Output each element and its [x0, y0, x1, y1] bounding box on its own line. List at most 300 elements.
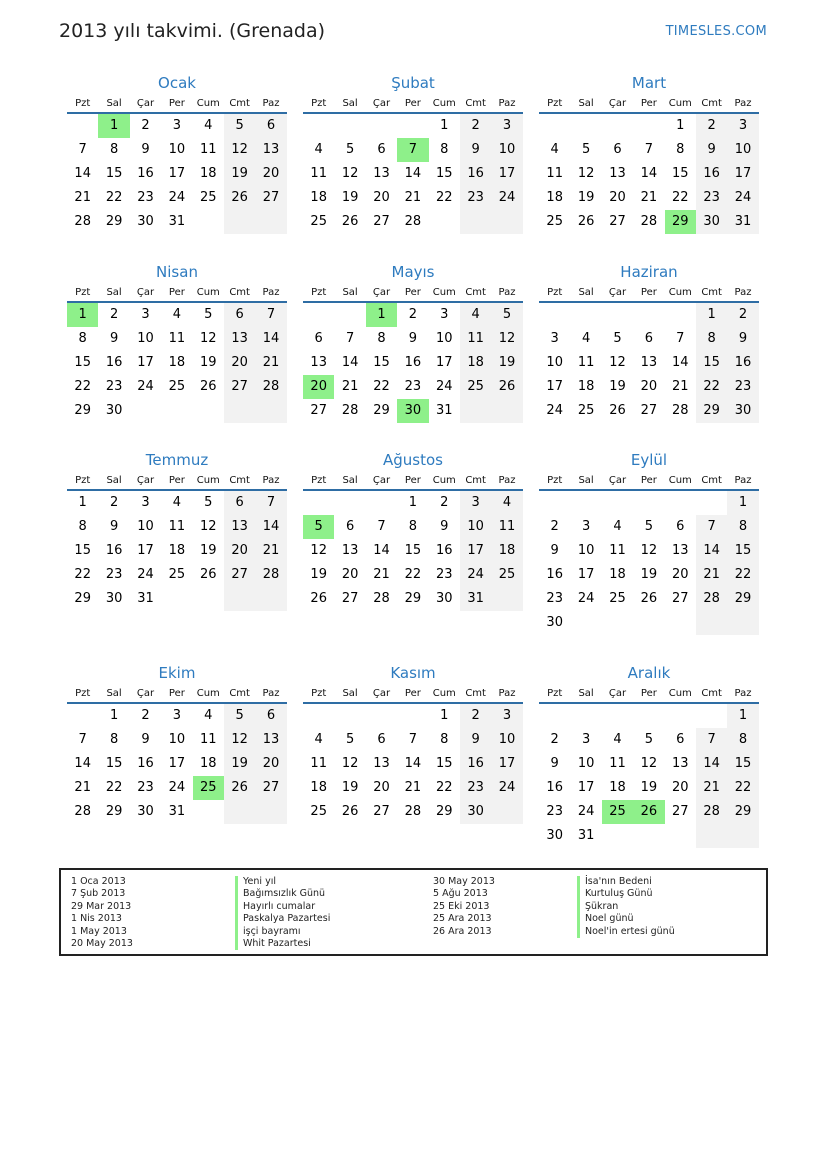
weekday-header — [303, 471, 523, 491]
week-row — [67, 704, 287, 728]
week-row — [303, 515, 523, 539]
day-cell: 22 — [105, 780, 123, 795]
weekday-label: Per — [404, 688, 421, 699]
weekday-label: Cmt — [465, 98, 486, 109]
week-row — [67, 515, 287, 539]
weekday-label: Pzt — [547, 688, 563, 699]
weekday-header — [539, 283, 759, 303]
day-cell: 28 — [671, 403, 689, 418]
day-cell: 1 — [696, 303, 727, 327]
weekday-label: Cmt — [229, 98, 250, 109]
weekday-label: Paz — [734, 287, 752, 298]
week-row — [67, 210, 287, 234]
day-cell: 31 — [168, 804, 186, 819]
day-cell: 7 — [696, 515, 727, 539]
day-cell: 19 — [224, 162, 255, 186]
day-cell: 24 — [491, 776, 522, 800]
weekday-label: Sal — [342, 98, 358, 109]
week-row — [303, 138, 523, 162]
day-cell: 19 — [640, 780, 658, 795]
day-cell: 25 — [168, 567, 186, 582]
day-cell: 1 — [408, 495, 417, 510]
day-cell: 18 — [460, 351, 491, 375]
weekday-label: Paz — [734, 98, 752, 109]
day-cell: 15 — [105, 756, 123, 771]
empty-day-cell — [130, 399, 161, 423]
week-row — [539, 162, 759, 186]
day-cell: 15 — [404, 543, 422, 558]
day-cell: 12 — [310, 543, 327, 558]
day-cell: 26 — [491, 375, 522, 399]
empty-day-cell — [460, 399, 491, 423]
day-cell: 9 — [408, 331, 417, 346]
holiday-name: Şükran — [577, 901, 675, 913]
day-cell: 15 — [727, 752, 758, 776]
weekday-label: Paz — [262, 98, 280, 109]
day-cell: 17 — [491, 752, 522, 776]
day-cell: 14 — [404, 756, 422, 771]
empty-day-cell — [602, 491, 633, 515]
day-cell: 12 — [224, 138, 255, 162]
day-cell: 22 — [435, 190, 453, 205]
day-cell: 11 — [609, 543, 626, 558]
day-cell: 30 — [105, 591, 123, 606]
day-cell: 26 — [640, 591, 658, 606]
day-cell: 16 — [435, 543, 453, 558]
empty-day-cell — [429, 210, 460, 234]
day-cell: 23 — [435, 567, 453, 582]
day-cell: 13 — [224, 327, 255, 351]
weekday-label: Çar — [136, 688, 155, 699]
week-row — [539, 539, 759, 563]
weekday-label: Sal — [578, 688, 594, 699]
day-cell: 12 — [199, 519, 217, 534]
day-cell: 14 — [671, 355, 689, 370]
holiday-date: 25 Eki 2013 — [433, 900, 490, 912]
day-cell: 21 — [373, 567, 390, 582]
holiday-day-cell: 1 — [98, 114, 129, 138]
day-cell: 4 — [550, 142, 559, 157]
empty-day-cell — [303, 114, 334, 138]
week-row — [67, 800, 287, 824]
day-cell: 13 — [373, 756, 390, 771]
week-row — [303, 587, 523, 611]
day-cell: 9 — [440, 519, 449, 534]
day-cell: 12 — [341, 756, 359, 771]
day-cell: 15 — [74, 543, 91, 558]
day-cell: 27 — [640, 403, 658, 418]
day-cell: 17 — [546, 379, 563, 394]
day-cell: 12 — [224, 728, 255, 752]
day-cell: 18 — [491, 539, 522, 563]
empty-day-cell — [570, 114, 601, 138]
day-cell: 20 — [341, 567, 359, 582]
week-row — [303, 704, 523, 728]
day-cell: 9 — [141, 732, 150, 747]
weekday-label: Cmt — [701, 98, 722, 109]
weekday-label: Cum — [432, 98, 456, 109]
day-cell: 22 — [727, 776, 758, 800]
day-cell: 2 — [460, 114, 491, 138]
day-cell: 21 — [74, 190, 91, 205]
empty-day-cell — [633, 114, 664, 138]
day-cell: 15 — [671, 166, 689, 181]
day-cell: 11 — [609, 756, 626, 771]
day-cell: 17 — [168, 166, 186, 181]
day-cell: 16 — [460, 752, 491, 776]
day-cell: 13 — [640, 355, 658, 370]
month-6 — [539, 261, 759, 423]
weekday-label: Sal — [106, 475, 122, 486]
brand-link[interactable]: TIMESLES.COM — [665, 24, 767, 39]
week-row — [539, 303, 759, 327]
day-cell: 1 — [440, 118, 449, 133]
day-cell: 6 — [224, 491, 255, 515]
day-cell: 22 — [435, 780, 453, 795]
day-cell: 29 — [105, 214, 123, 229]
day-cell: 7 — [676, 331, 685, 346]
empty-day-cell — [224, 587, 255, 611]
month-2 — [303, 72, 523, 234]
day-cell: 10 — [546, 355, 563, 370]
day-cell: 3 — [550, 331, 559, 346]
day-cell: 30 — [105, 403, 123, 418]
day-cell: 30 — [460, 800, 491, 824]
month-5 — [303, 261, 523, 423]
day-cell: 11 — [168, 519, 186, 534]
month-12 — [539, 662, 759, 848]
week-row — [67, 776, 287, 800]
weekday-label: Pzt — [311, 688, 327, 699]
weekday-label: Çar — [608, 287, 627, 298]
day-cell: 25 — [460, 375, 491, 399]
day-cell: 26 — [341, 804, 359, 819]
weekday-label: Sal — [106, 287, 122, 298]
empty-day-cell — [193, 800, 224, 824]
weekday-label: Cum — [432, 688, 456, 699]
day-cell: 3 — [491, 114, 522, 138]
week-row — [303, 752, 523, 776]
day-cell: 11 — [310, 166, 327, 181]
day-cell: 22 — [74, 567, 91, 582]
day-cell: 31 — [460, 587, 491, 611]
week-row — [539, 515, 759, 539]
day-cell: 18 — [609, 567, 626, 582]
day-cell: 5 — [345, 732, 355, 747]
month-10 — [67, 662, 287, 824]
weekday-label: Çar — [136, 287, 155, 298]
weekday-label: Paz — [734, 475, 752, 486]
weekday-label: Per — [404, 287, 421, 298]
day-cell: 9 — [727, 327, 758, 351]
month-name: Haziran — [620, 263, 678, 281]
week-row — [67, 539, 287, 563]
day-cell: 29 — [404, 591, 422, 606]
day-cell: 25 — [310, 214, 327, 229]
day-cell: 10 — [137, 519, 154, 534]
day-cell: 4 — [314, 732, 323, 747]
day-cell: 28 — [373, 591, 390, 606]
empty-day-cell — [303, 704, 334, 728]
holiday-name: Noel günü — [577, 913, 675, 925]
day-cell: 20 — [255, 162, 286, 186]
weekday-label: Pzt — [547, 475, 563, 486]
day-cell: 14 — [373, 543, 390, 558]
weekday-label: Per — [168, 688, 185, 699]
day-cell: 22 — [373, 379, 390, 394]
day-cell: 22 — [74, 379, 91, 394]
empty-day-cell — [696, 704, 727, 728]
month-4 — [67, 261, 287, 423]
day-cell: 11 — [199, 732, 217, 747]
week-row — [539, 138, 759, 162]
week-row — [67, 303, 287, 327]
day-cell: 6 — [377, 732, 386, 747]
legend-dates-col1 — [71, 876, 133, 950]
weekday-label: Paz — [498, 475, 516, 486]
weekday-label: Cum — [196, 287, 220, 298]
day-cell: 14 — [255, 515, 286, 539]
day-cell: 12 — [609, 355, 626, 370]
empty-day-cell — [665, 611, 696, 635]
day-cell: 7 — [255, 491, 286, 515]
day-cell: 28 — [696, 800, 727, 824]
day-cell: 9 — [141, 142, 150, 157]
day-cell: 13 — [224, 515, 255, 539]
day-cell: 13 — [310, 355, 327, 370]
day-cell: 29 — [74, 591, 91, 606]
weekday-label: Cmt — [229, 475, 250, 486]
day-cell: 16 — [460, 162, 491, 186]
day-cell: 1 — [727, 491, 758, 515]
day-cell: 13 — [341, 543, 359, 558]
week-row — [303, 728, 523, 752]
weekday-label: Pzt — [311, 475, 327, 486]
weekday-label: Çar — [136, 98, 155, 109]
day-cell: 30 — [435, 591, 453, 606]
day-cell: 6 — [613, 142, 622, 157]
empty-day-cell — [255, 587, 286, 611]
day-cell: 27 — [373, 804, 390, 819]
day-cell: 18 — [199, 756, 217, 771]
holiday-name: Whit Pazartesi — [235, 938, 330, 950]
empty-day-cell — [696, 824, 727, 848]
day-cell: 29 — [74, 403, 91, 418]
day-cell: 27 — [310, 403, 327, 418]
day-cell: 21 — [404, 780, 422, 795]
day-cell: 23 — [137, 780, 154, 795]
weekday-label: Cmt — [465, 287, 486, 298]
day-cell: 5 — [224, 114, 255, 138]
day-cell: 13 — [609, 166, 626, 181]
day-cell: 15 — [435, 756, 453, 771]
day-cell: 4 — [172, 495, 181, 510]
holiday-date: 30 May 2013 — [433, 876, 495, 887]
day-cell: 26 — [224, 776, 255, 800]
day-cell: 11 — [460, 327, 491, 351]
weekday-label: Cmt — [701, 688, 722, 699]
month-name: Kasım — [390, 664, 436, 682]
day-cell: 20 — [671, 780, 689, 795]
day-cell: 5 — [204, 307, 213, 322]
empty-day-cell — [224, 800, 255, 824]
day-cell: 12 — [640, 756, 658, 771]
day-cell: 13 — [671, 756, 689, 771]
week-row — [539, 186, 759, 210]
empty-day-cell — [570, 611, 601, 635]
week-row — [539, 491, 759, 515]
holiday-day-cell: 26 — [633, 800, 664, 824]
day-cell: 21 — [255, 351, 286, 375]
day-cell: 11 — [577, 355, 595, 370]
holiday-legend — [59, 868, 768, 956]
day-cell: 16 — [105, 355, 123, 370]
empty-day-cell — [602, 303, 633, 327]
weekday-header — [539, 471, 759, 491]
empty-day-cell — [255, 210, 286, 234]
day-cell: 11 — [199, 142, 217, 157]
day-cell: 16 — [727, 351, 758, 375]
empty-day-cell — [727, 611, 758, 635]
day-cell: 21 — [640, 190, 658, 205]
day-cell: 28 — [74, 214, 91, 229]
day-cell: 24 — [460, 563, 491, 587]
month-name: Ocak — [158, 74, 196, 92]
weekday-header — [303, 684, 523, 704]
day-cell: 3 — [491, 704, 522, 728]
holiday-date: 5 Ağu 2013 — [433, 888, 488, 900]
day-cell: 7 — [255, 303, 286, 327]
day-cell: 19 — [609, 379, 626, 394]
day-cell: 10 — [727, 138, 758, 162]
day-cell: 3 — [581, 732, 591, 747]
day-cell: 26 — [224, 186, 255, 210]
week-row — [539, 563, 759, 587]
empty-day-cell — [334, 114, 365, 138]
day-cell: 12 — [577, 166, 595, 181]
day-cell: 21 — [74, 780, 91, 795]
day-cell: 26 — [577, 214, 595, 229]
day-cell: 14 — [696, 539, 727, 563]
day-cell: 6 — [676, 519, 685, 534]
day-cell: 13 — [373, 166, 390, 181]
day-cell: 3 — [141, 307, 150, 322]
day-cell: 8 — [440, 142, 449, 157]
week-row — [539, 611, 759, 635]
month-name: Mayıs — [391, 263, 435, 281]
day-cell: 6 — [255, 704, 286, 728]
weekday-label: Cum — [668, 98, 692, 109]
month-name: Ağustos — [383, 451, 443, 469]
empty-day-cell — [334, 491, 365, 515]
week-row — [539, 114, 759, 138]
day-cell: 18 — [310, 190, 327, 205]
weekday-header — [67, 94, 287, 114]
holiday-day-cell: 1 — [366, 303, 397, 327]
empty-day-cell — [303, 303, 334, 327]
day-cell: 14 — [255, 327, 286, 351]
weekday-label: Çar — [372, 98, 391, 109]
holiday-name: Bağımsızlık Günü — [235, 888, 330, 900]
day-cell: 15 — [696, 351, 727, 375]
day-cell: 6 — [644, 331, 653, 346]
week-row — [67, 162, 287, 186]
day-cell: 9 — [696, 138, 727, 162]
day-cell: 5 — [224, 704, 255, 728]
day-cell: 16 — [696, 162, 727, 186]
day-cell: 27 — [255, 186, 286, 210]
day-cell: 5 — [491, 303, 522, 327]
day-cell: 17 — [577, 780, 595, 795]
day-cell: 19 — [640, 567, 658, 582]
day-cell: 25 — [609, 591, 626, 606]
week-row — [539, 327, 759, 351]
legend-names-col2 — [577, 876, 675, 938]
weekday-label: Per — [168, 475, 185, 486]
week-row — [539, 728, 759, 752]
day-cell: 10 — [137, 331, 154, 346]
day-cell: 10 — [168, 732, 186, 747]
empty-day-cell — [67, 114, 98, 138]
day-cell: 15 — [373, 355, 390, 370]
day-cell: 17 — [137, 355, 154, 370]
empty-day-cell — [633, 704, 664, 728]
day-cell: 23 — [546, 591, 563, 606]
day-cell: 16 — [546, 567, 563, 582]
day-cell: 24 — [137, 379, 154, 394]
weekday-label: Çar — [372, 475, 391, 486]
weekday-label: Sal — [578, 287, 594, 298]
day-cell: 9 — [109, 519, 119, 534]
weekday-label: Per — [640, 287, 657, 298]
day-cell: 13 — [255, 138, 286, 162]
day-cell: 8 — [109, 142, 119, 157]
day-cell: 20 — [255, 752, 286, 776]
day-cell: 16 — [137, 756, 154, 771]
day-cell: 2 — [408, 307, 417, 322]
day-cell: 19 — [199, 355, 217, 370]
day-cell: 23 — [727, 375, 758, 399]
week-row — [303, 375, 523, 399]
day-cell: 19 — [341, 780, 359, 795]
day-cell: 1 — [78, 495, 87, 510]
day-cell: 15 — [435, 166, 453, 181]
empty-day-cell — [397, 704, 428, 728]
day-cell: 30 — [546, 828, 563, 843]
day-cell: 27 — [671, 591, 689, 606]
month-7 — [67, 449, 287, 611]
day-cell: 10 — [577, 543, 595, 558]
day-cell: 11 — [546, 166, 563, 181]
week-row — [67, 587, 287, 611]
day-cell: 25 — [199, 190, 217, 205]
day-cell: 17 — [577, 567, 595, 582]
empty-day-cell — [633, 303, 664, 327]
day-cell: 8 — [78, 519, 87, 534]
holiday-name: Kurtuluş Günü — [577, 888, 675, 900]
day-cell: 5 — [644, 732, 653, 747]
holiday-name: İsa'nın Bedeni — [577, 876, 675, 888]
month-3 — [539, 72, 759, 234]
day-cell: 15 — [727, 539, 758, 563]
day-cell: 26 — [341, 214, 359, 229]
day-cell: 25 — [310, 804, 327, 819]
day-cell: 5 — [581, 142, 591, 157]
day-cell: 10 — [491, 138, 522, 162]
day-cell: 29 — [435, 804, 453, 819]
empty-day-cell — [602, 611, 633, 635]
day-cell: 24 — [435, 379, 453, 394]
